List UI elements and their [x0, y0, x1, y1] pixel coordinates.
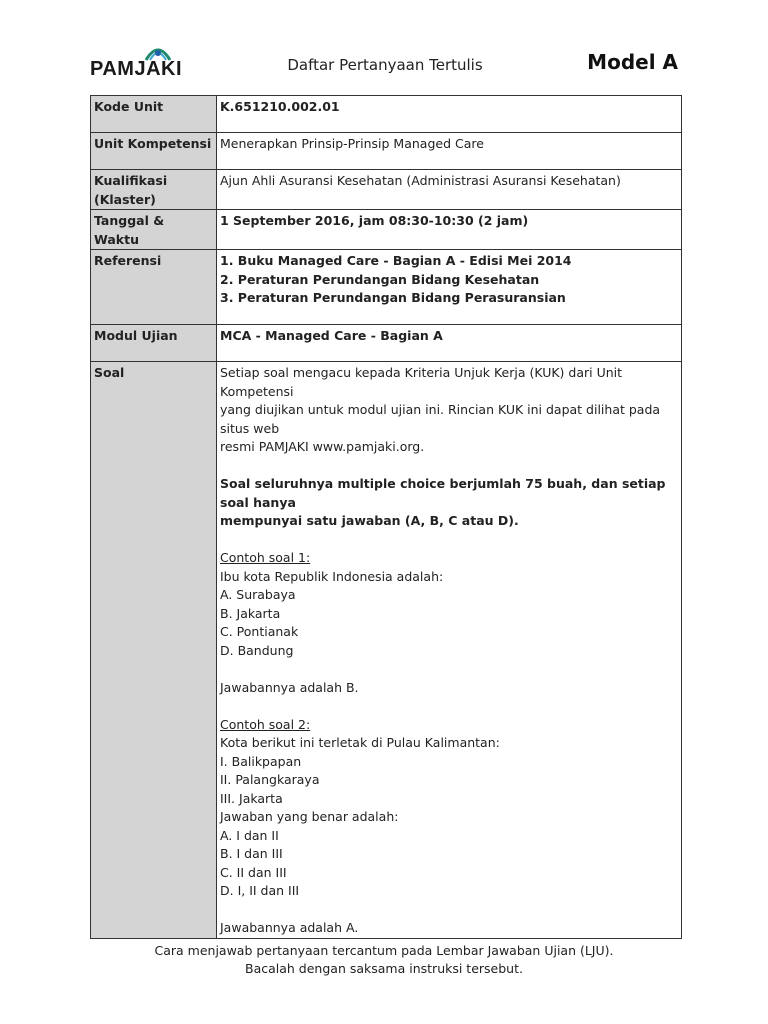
label-referensi: Referensi — [91, 250, 217, 325]
value-soal — [217, 362, 682, 939]
example2-option: B. I dan III — [220, 846, 283, 861]
exam-info-table — [90, 95, 682, 939]
example1-heading: Contoh soal 1: — [220, 550, 311, 565]
example1-answer: Jawabannya adalah B. — [220, 679, 359, 695]
example1-option: A. Surabaya — [220, 587, 296, 602]
pamjaki-logo — [90, 44, 183, 80]
value-kode-unit: K.651210.002.01 — [217, 96, 682, 133]
footer-instructions — [0, 942, 768, 978]
example2-option: D. I, II dan III — [220, 883, 300, 898]
row-kode-unit — [91, 96, 682, 133]
label-soal: Soal — [91, 362, 217, 939]
value-referensi — [217, 250, 682, 325]
row-soal — [91, 362, 682, 939]
value-modul-ujian: MCA - Managed Care - Bagian A — [217, 325, 682, 362]
soal-intro-line: yang diujikan untuk modul ujian ini. Rincian KUK ini dapat dilihat pada situs web — [220, 402, 661, 436]
example2-statement: II. Palangkaraya — [220, 772, 320, 787]
soal-intro-line: resmi PAMJAKI www.pamjaki.org. — [220, 439, 425, 454]
label-kode-unit: Kode Unit — [91, 96, 217, 133]
row-unit-kompetensi — [91, 133, 682, 170]
soal-mc-line: Soal seluruhnya multiple choice berjumlah 75 buah, dan setiap soal hanya — [220, 476, 666, 510]
soal-mc-line: mempunyai satu jawaban (A, B, C atau D). — [220, 513, 519, 528]
example2-prompt: Jawaban yang benar adalah: — [220, 809, 399, 824]
example2-heading: Contoh soal 2: — [220, 716, 311, 732]
value-kualifikasi: Ajun Ahli Asuransi Kesehatan (Administrasi Asuransi Kesehatan) — [217, 170, 682, 210]
example2-answer: Jawabannya adalah A. — [220, 920, 359, 935]
value-tanggal-waktu: 1 September 2016, jam 08:30-10:30 (2 jam) — [217, 210, 682, 250]
label-tanggal-waktu: Tanggal & Waktu — [91, 210, 217, 250]
example1-option: C. Pontianak — [220, 624, 299, 639]
row-referensi — [91, 250, 682, 325]
footer-line: Cara menjawab pertanyaan tercantum pada Lembar Jawaban Ujian (LJU). — [154, 943, 614, 958]
soal-intro-line: Setiap soal mengacu kepada Kriteria Unjuk Kerja (KUK) dari Unit Kompetensi — [220, 365, 623, 399]
logo-text: PAMJAKI — [90, 58, 183, 80]
label-kualifikasi: Kualifikasi (Klaster) — [91, 170, 217, 210]
example2-option: C. II dan III — [220, 864, 287, 880]
referensi-item: 1. Buku Managed Care - Bagian A - Edisi Mei 2014 — [220, 253, 572, 268]
referensi-item: 3. Peraturan Perundangan Bidang Perasuransian — [220, 290, 566, 305]
document-title: Daftar Pertanyaan Tertulis — [287, 56, 483, 74]
referensi-item: 2. Peraturan Perundangan Bidang Kesehatan — [220, 271, 540, 287]
example2-statement: III. Jakarta — [220, 790, 283, 806]
example1-question: Ibu kota Republik Indonesia adalah: — [220, 568, 444, 584]
example2-option: A. I dan II — [220, 827, 279, 843]
example1-option: B. Jakarta — [220, 605, 281, 621]
example1-option: D. Bandung — [220, 642, 294, 658]
example2-question: Kota berikut ini terletak di Pulau Kalimantan: — [220, 735, 500, 750]
value-unit-kompetensi: Menerapkan Prinsip-Prinsip Managed Care — [217, 133, 682, 170]
label-unit-kompetensi: Unit Kompetensi — [91, 133, 217, 170]
model-label: Model A — [587, 50, 678, 74]
row-kualifikasi — [91, 170, 682, 210]
row-tanggal-waktu — [91, 210, 682, 250]
row-modul-ujian — [91, 325, 682, 362]
footer-line: Bacalah dengan saksama instruksi tersebut. — [245, 961, 523, 976]
label-modul-ujian: Modul Ujian — [91, 325, 217, 362]
example2-statement: I. Balikpapan — [220, 753, 302, 769]
